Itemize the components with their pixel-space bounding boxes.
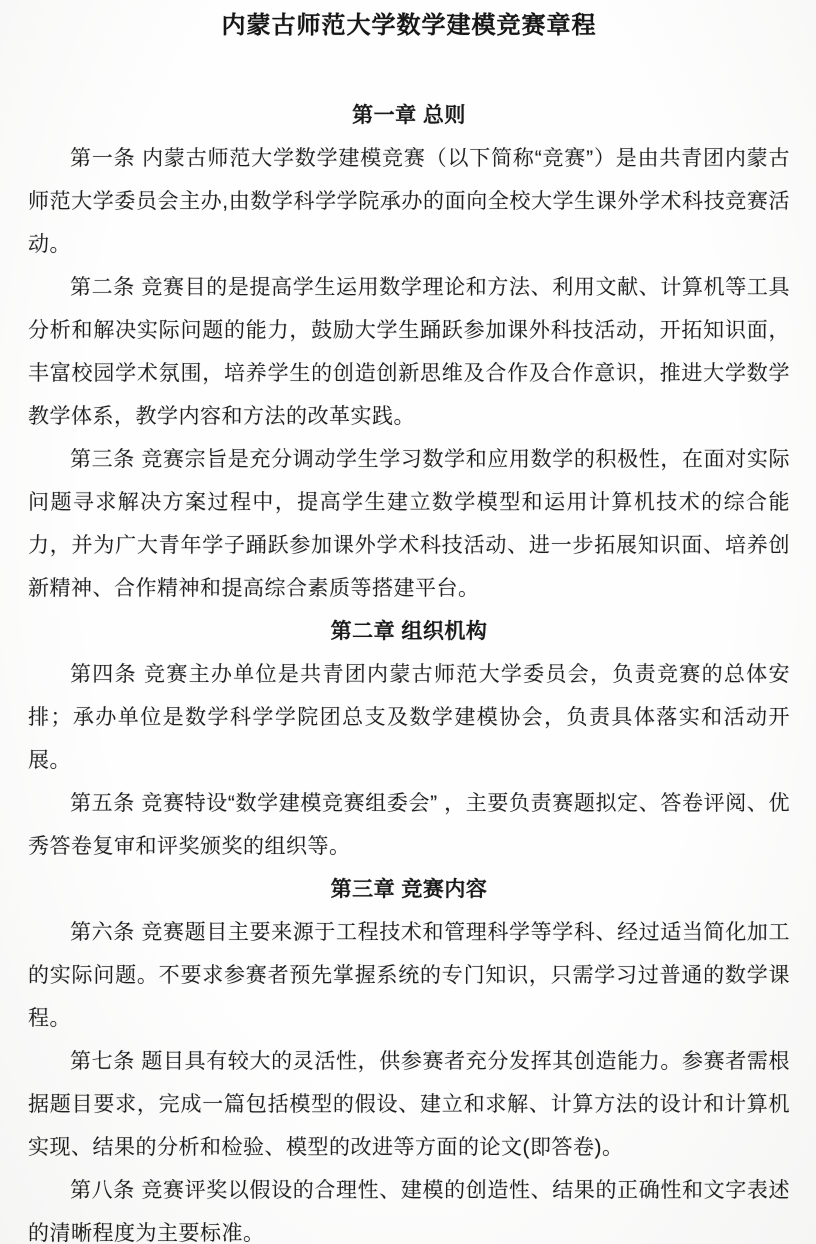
chapter-1-heading: 第一章 总则	[352, 104, 466, 127]
chapter-2-heading: 第二章 组织机构	[330, 620, 488, 643]
article-5: 第五条 竞赛特设“数学建模竞赛组委会” ，主要负责赛题拟定、答卷评阅、优秀答卷复审和评奖颁奖的组织等。	[28, 792, 790, 858]
article-2: 第二条 竞赛目的是提高学生运用数学理论和方法、利用文献、计算机等工具分析和解决实际问题的能力，鼓励大学生踊跃参加课外科技活动，开拓知识面，丰富校园学术氛围，培养学生的创造创新思维及合作及合作意识，推进大学数学教学体系，教学内容和方法的改革实践。	[28, 276, 790, 428]
article-4: 第四条 竞赛主办单位是共青团内蒙古师范大学委员会，负责竞赛的总体安排；承办单位是数学科学学院团总支及数学建模协会，负责具体落实和活动开展。	[28, 663, 790, 772]
article-6: 第六条 竞赛题目主要来源于工程技术和管理科学等学科、经过适当简化加工的实际问题。不要求参赛者预先掌握系统的专门知识，只需学习过普通的数学课程。	[28, 921, 790, 1030]
chapter-3-heading: 第三章 竞赛内容	[330, 878, 488, 901]
article-1: 第一条 内蒙古师范大学数学建模竞赛（以下简称“竞赛”）是由共青团内蒙古师范大学委员会主办,由数学科学学院承办的面向全校大学生课外学术科技竞赛活动。	[28, 147, 790, 256]
article-3: 第三条 竞赛宗旨是充分调动学生学习数学和应用数学的积极性，在面对实际问题寻求解决方案过程中，提高学生建立数学模型和运用计算机技术的综合能力，并为广大青年学子踊跃参加课外学术科技活动、进一步拓展知识面、培养创新精神、合作精神和提高综合素质等搭建平台。	[28, 448, 790, 600]
article-7: 第七条 题目具有较大的灵活性，供参赛者充分发挥其创造能力。参赛者需根据题目要求，完成一篇包括模型的假设、建立和求解、计算方法的设计和计算机实现、结果的分析和检验、模型的改进等方面的论文(即答卷)。	[28, 1050, 790, 1159]
document-title: 内蒙古师范大学数学建模竞赛章程	[221, 12, 597, 39]
article-8: 第八条 竞赛评奖以假设的合理性、建模的创造性、结果的正确性和文字表述的清晰程度为主要标准。	[28, 1179, 790, 1244]
